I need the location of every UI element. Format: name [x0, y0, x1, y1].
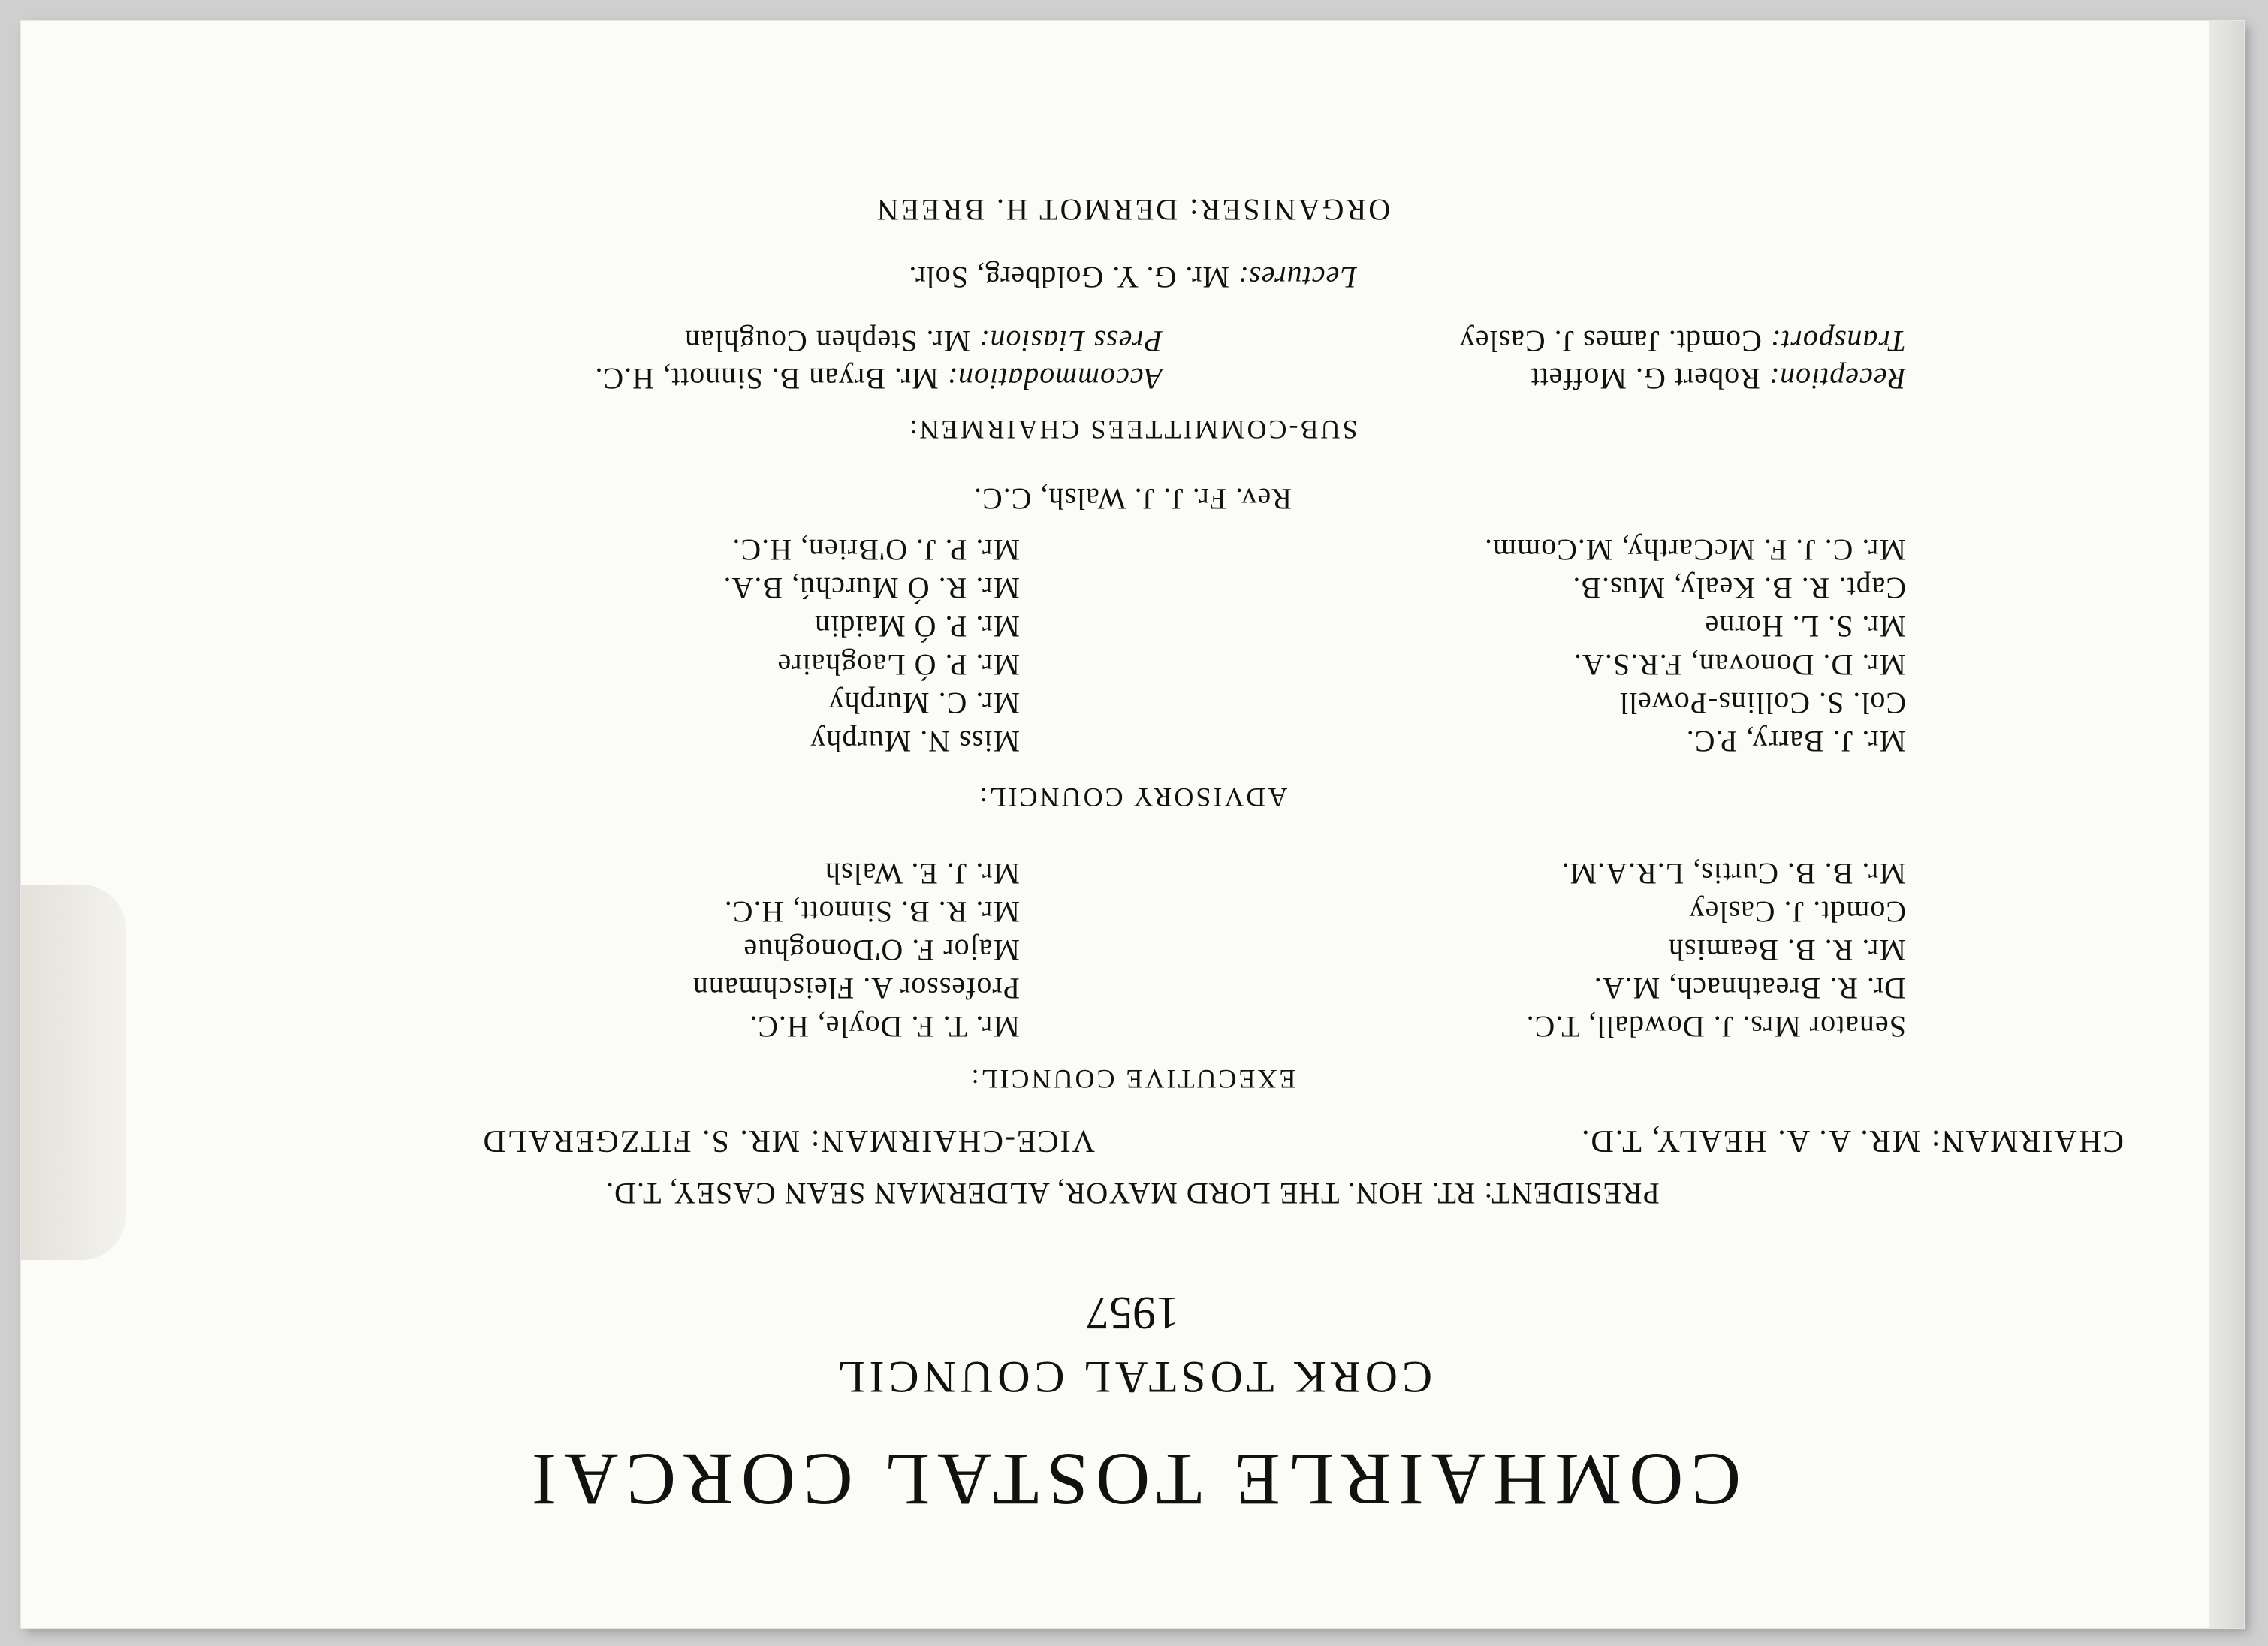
lectures-label: Lectures: — [1238, 261, 1357, 294]
executive-council-left-column — [1526, 855, 1906, 1046]
list-item: Mr. J. E. Walsh — [825, 857, 1020, 891]
accommodation-label: Accommodation: — [946, 362, 1163, 396]
lectures-line — [21, 260, 2244, 295]
transport-label: Transport: — [1769, 324, 1906, 358]
advisory-council-footer: Rev. Fr. J. J. Walsh, C.C. — [973, 482, 1292, 516]
rotated-printed-content — [21, 21, 2244, 1628]
list-item: Miss N. Murphy — [810, 725, 1020, 758]
accommodation-name: Mr. Bryan B. Sinnott, H.C. — [594, 362, 939, 396]
list-item: Mr. S. L. Horne — [1704, 610, 1906, 644]
list-item: Mr. R. B. Beamish — [1667, 933, 1906, 967]
list-item: Mr. J. Barry, P.C. — [1685, 725, 1906, 758]
list-item: Mr. B. B. Curtis, L.R.A.M. — [1561, 857, 1906, 891]
transport-name: Comdt. James J. Casley — [1458, 324, 1762, 358]
reception-line — [1531, 361, 1906, 396]
list-item: Mr. C. Murphy — [828, 686, 1020, 720]
list-item: Mr. P. Ó Maidin — [814, 610, 1020, 644]
accommodation-line — [594, 361, 1163, 396]
list-item: Dr. R. Breathnach, M.A. — [1593, 972, 1906, 1005]
advisory-council-left-column — [1484, 531, 1906, 761]
reception-name: Robert G. Moffett — [1530, 362, 1760, 396]
transport-line — [1459, 324, 1906, 359]
list-item: Col. S. Collins-Powell — [1618, 686, 1906, 720]
list-item: Senator Mrs. J. Dowdall, T.C. — [1525, 1010, 1906, 1044]
press-liaison-label: Press Liasion: — [979, 324, 1163, 358]
list-item: Mr. P. Ó Laoghaire — [777, 648, 1020, 682]
executive-council-right-column — [692, 855, 1020, 1046]
advisory-council-heading: ADVISORY COUNCIL: — [977, 782, 1288, 812]
list-item: Mr. R. B. Sinnott, H.C. — [723, 895, 1020, 929]
list-item: Mr. P. J. O'Brien, H.C. — [731, 533, 1020, 567]
list-item: Major F. O'Donoghue — [743, 933, 1020, 967]
document-title: COMHAIRLE TOSTAL CORCAI — [523, 1438, 1742, 1521]
chairman-line: CHAIRMAN: MR. A. A. HEALY, T.D. — [1579, 1123, 2124, 1158]
lectures-name: Mr. G. Y. Goldberg, Solr. — [908, 261, 1230, 294]
reception-label: Reception: — [1768, 362, 1906, 396]
organiser-line: ORGANISER: DERMOT H. BREEN — [874, 193, 1391, 227]
advisory-council-right-column — [723, 531, 1020, 761]
sub-committees-heading: SUB-COMMITTEES CHAIRMEN: — [907, 415, 1358, 445]
document-year: 1957 — [1086, 1287, 1179, 1338]
vice-chairman-line: VICE-CHAIRMAN: MR. S. FITZGERALD — [481, 1123, 1095, 1158]
list-item: Mr. C. J. F. McCarthy, M.Comm. — [1483, 533, 1906, 567]
president-line: PRESIDENT: RT. HON. THE LORD MAYOR, ALDERMAN SEAN CASEY, T.D. — [605, 1177, 1660, 1210]
press-liaison-line — [684, 324, 1163, 359]
list-item: Mr. R. Ó Murchú, B.A. — [722, 571, 1020, 605]
press-liaison-name: Mr. Stephen Coughlan — [684, 324, 971, 358]
list-item: Comdt. J. Casley — [1688, 895, 1906, 929]
list-item: Capt. R. B. Kealy, Mus.B. — [1572, 571, 1906, 605]
document-subtitle: CORK TOSTAL COUNCIL — [832, 1352, 1433, 1402]
list-item: Mr. D. Donovan, F.R.S.A. — [1573, 648, 1906, 682]
list-item: Mr. T. F. Doyle, H.C. — [749, 1010, 1020, 1044]
programme-page — [21, 21, 2244, 1628]
list-item: Professor A. Fleischmann — [692, 972, 1020, 1005]
executive-council-heading: EXECUTIVE COUNCIL: — [969, 1064, 1296, 1094]
